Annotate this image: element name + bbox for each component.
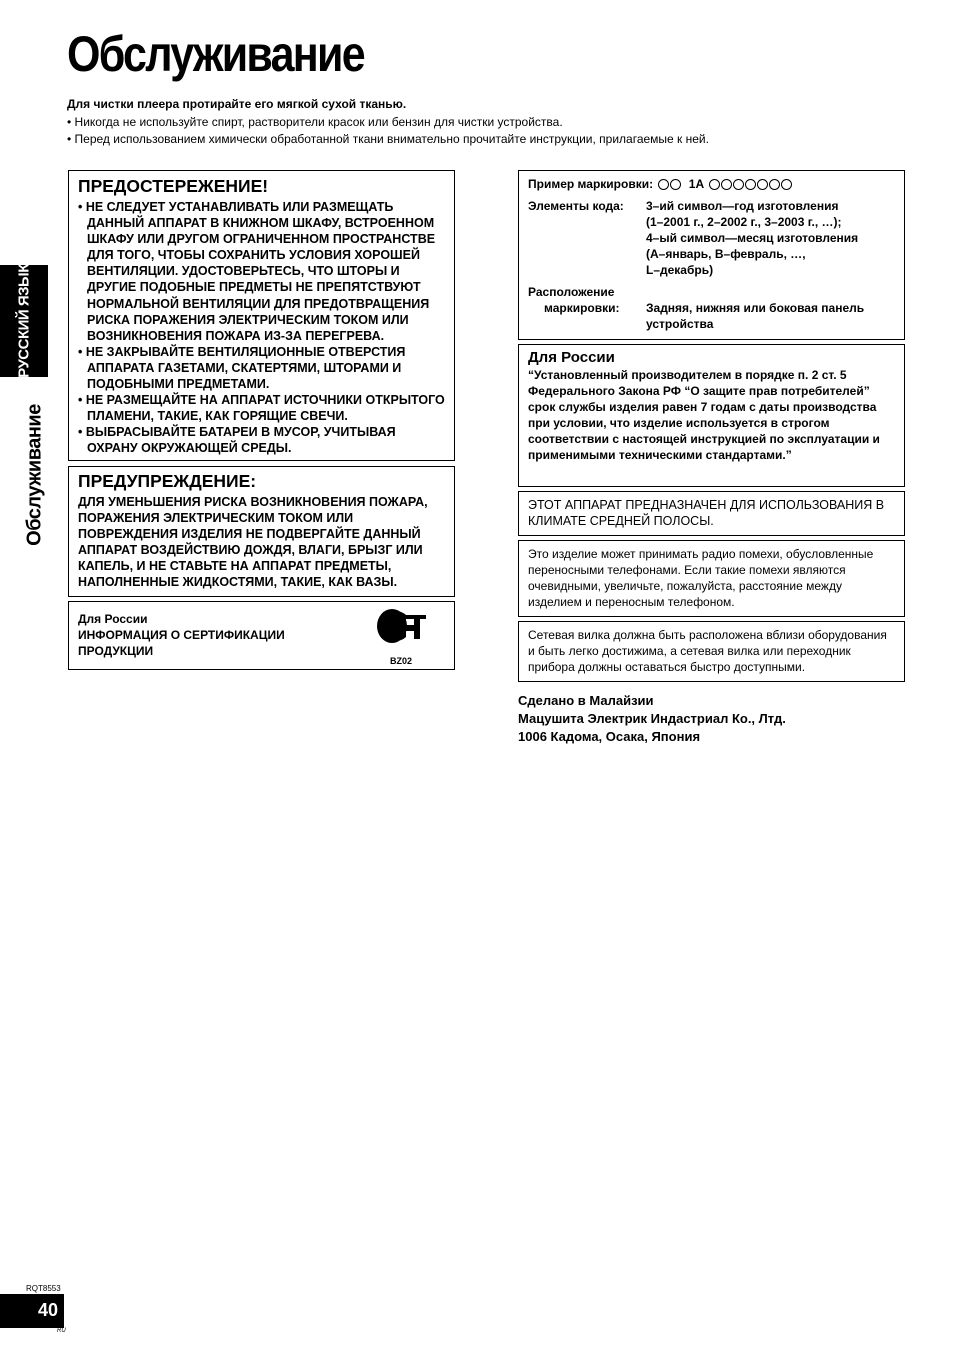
circle-icon xyxy=(757,179,768,190)
marking-circles xyxy=(658,179,681,190)
location-label-2: маркировки: xyxy=(544,301,620,315)
page-number: 40 xyxy=(37,1300,58,1320)
circle-icon xyxy=(658,179,669,190)
made-in: Сделано в Малайзии xyxy=(518,693,654,708)
marking-example-label: Пример маркировки: xyxy=(528,177,654,191)
document-code: RQT8553 xyxy=(26,1284,61,1293)
code-line: (A–январь, B–февраль, …, xyxy=(646,247,806,261)
caution-item: • НЕ РАЗМЕЩАЙТЕ НА АППАРАТ ИСТОЧНИКИ ОТКРЫТОГО ПЛАМЕНИ, ТАКИЕ, КАК ГОРЯЩИЕ СВЕЧИ. xyxy=(78,393,445,424)
warning-text: ДЛЯ УМЕНЬШЕНИЯ РИСКА ВОЗНИКНОВЕНИЯ ПОЖАРА, ПОРАЖЕНИЯ ЭЛЕКТРИЧЕСКИМ ТОКОМ ИЛИ ПОВРЕЖДЕНИЯ ИЗДЕЛИЯ НЕ ПОДВЕРГАЙТЕ ДАННЫЙ АППАРАТ ВОЗДЕЙСТВИЮ ДОЖДЯ, ВЛАГИ, БРЫЗГ ИЛИ КАПЕЛЬ, И НЕ СТАВЬТЕ НА АППАРАТ ПРЕДМЕТЫ, НАПОЛНЕННЫЕ ЖИДКОСТЯМИ, ТАКИЕ, КАК ВАЗЫ. xyxy=(78,495,428,590)
caution-item: • НЕ СЛЕДУЕТ УСТАНАВЛИВАТЬ ИЛИ РАЗМЕЩАТЬ ДАННЫЙ АППАРАТ В КНИЖНОМ ШКАФУ, ВСТРОЕННОМ ШКАФУ ИЛИ ДРУГОМ ОГРАНИЧЕННОМ ПРОСТРАНСТВЕ ДЛЯ ТОГО, ЧТОБЫ СОХРАНИТЬ УСЛОВИЯ ХОРОШЕЙ ВЕНТИЛЯЦИИ. УДОСТОВЕРЬТЕСЬ, ЧТО ШТОРЫ И ДРУГИЕ ПОДОБНЫЕ ПРЕДМЕТЫ НЕ ПРЕПЯТСТВУЮТ НОРМАЛЬНОЙ ВЕНТИЛЯЦИИ ДЛЯ ПРЕДОТВРАЩЕНИЯ РИСКА ПОРАЖЕНИЯ ЭЛЕКТРИЧЕСКИМ ТОКОМ ИЛИ ВОЗНИКНОВЕНИЯ ПОЖАРА ИЗ-ЗА ПЕРЕГРЕВА. xyxy=(78,200,436,343)
circle-icon xyxy=(745,179,756,190)
marking-box xyxy=(518,170,905,340)
code-line: (1–2001 г., 2–2002 г., 3–2003 г., …); xyxy=(646,215,842,229)
russia-service-box xyxy=(518,344,905,487)
code-line: 3–ий символ—год изготовления xyxy=(646,199,839,213)
intro-bullet: • Перед использованием химически обработанной ткани внимательно прочитайте инструкции, прилагаемые к ней. xyxy=(67,132,709,146)
russia-heading: Для России xyxy=(528,349,615,366)
radio-text: Это изделие может принимать радио помехи, обусловленные переносными телефонами. Если такие помехи являются очевидными, увеличьте, пожалуйста, расстояние между изделием и переносным телефоном. xyxy=(528,547,874,609)
certification-title: ИНФОРМАЦИЯ О СЕРТИФИКАЦИИ ПРОДУКЦИИ xyxy=(78,628,285,658)
warning-heading: ПРЕДУПРЕЖДЕНИЕ: xyxy=(78,471,257,491)
code-elements-label: Элементы кода: xyxy=(528,199,624,213)
marking-example-mid: 1A xyxy=(688,177,704,191)
pct-certification-mark-icon xyxy=(376,608,428,644)
manufacturer-name: Мацушита Электрик Индастриал Ко., Лтд. xyxy=(518,711,786,726)
radio-interference-box xyxy=(518,540,905,617)
warning-box xyxy=(68,466,455,597)
marking-example xyxy=(528,176,895,192)
power-plug-box xyxy=(518,621,905,682)
page-number-box xyxy=(0,1294,64,1328)
marking-circles xyxy=(709,179,792,190)
circle-icon xyxy=(709,179,720,190)
circle-icon xyxy=(733,179,744,190)
manufacturer-info xyxy=(518,692,786,746)
code-line: 4–ый символ—месяц изготовления xyxy=(646,231,859,245)
climate-text: ЭТОТ АППАРАТ ПРЕДНАЗНАЧЕН ДЛЯ ИСПОЛЬЗОВАНИЯ В КЛИМАТЕ СРЕДНЕЙ ПОЛОСЫ. xyxy=(528,498,885,528)
certification-box xyxy=(68,601,455,670)
circle-icon xyxy=(721,179,732,190)
circle-icon xyxy=(781,179,792,190)
russia-text: “Установленный производителем в порядке п. 2 ст. 5 Федерального Закона РФ “О защите прав потребителей” срок службы изделия равен 7 годам с даты производства при условии, что изделие используется в строгом соответствии с настоящей инструкцией по эксплуатации и применимыми техническими стандартами.” xyxy=(528,368,880,462)
side-section-label: Обслуживание xyxy=(23,404,46,546)
circle-icon xyxy=(769,179,780,190)
certification-country: Для России xyxy=(78,612,148,626)
manufacturer-address: 1006 Кадома, Осака, Япония xyxy=(518,729,701,744)
caution-item: • ВЫБРАСЫВАЙТЕ БАТАРЕИ В МУСОР, УЧИТЫВАЯ ОХРАНУ ОКРУЖАЮЩЕЙ СРЕДЫ. xyxy=(78,425,396,456)
certification-code: BZ02 xyxy=(389,656,412,666)
location-label-1: Расположение xyxy=(528,285,615,299)
location-value: Задняя, нижняя или боковая панель устройства xyxy=(646,301,865,331)
caution-heading: ПРЕДОСТЕРЕЖЕНИЕ! xyxy=(78,176,269,196)
circle-icon xyxy=(670,179,681,190)
plug-text: Сетевая вилка должна быть расположена вблизи оборудования и быть легко достижима, а сетевая вилка или переходник прибора должны оставаться быстро доступными. xyxy=(528,628,887,674)
language-tab-label: РУССКИЙ ЯЗЫК xyxy=(15,264,33,378)
code-line: L–декабрь) xyxy=(646,263,714,277)
region-code: RU xyxy=(57,1328,66,1334)
intro-section xyxy=(67,96,917,149)
intro-lead: Для чистки плеера протирайте его мягкой сухой тканью. xyxy=(67,97,407,111)
caution-box xyxy=(68,170,455,461)
page-title: Обслуживание xyxy=(67,26,364,82)
intro-bullet: • Никогда не используйте спирт, растворители красок или бензин для чистки устройства. xyxy=(67,114,563,129)
caution-item: • НЕ ЗАКРЫВАЙТЕ ВЕНТИЛЯЦИОННЫЕ ОТВЕРСТИЯ АППАРАТА ГАЗЕТАМИ, СКАТЕРТЯМИ, ШТОРАМИ И ПОДОБНЫМИ ПРЕДМЕТАМИ. xyxy=(78,344,406,392)
climate-box xyxy=(518,491,905,536)
